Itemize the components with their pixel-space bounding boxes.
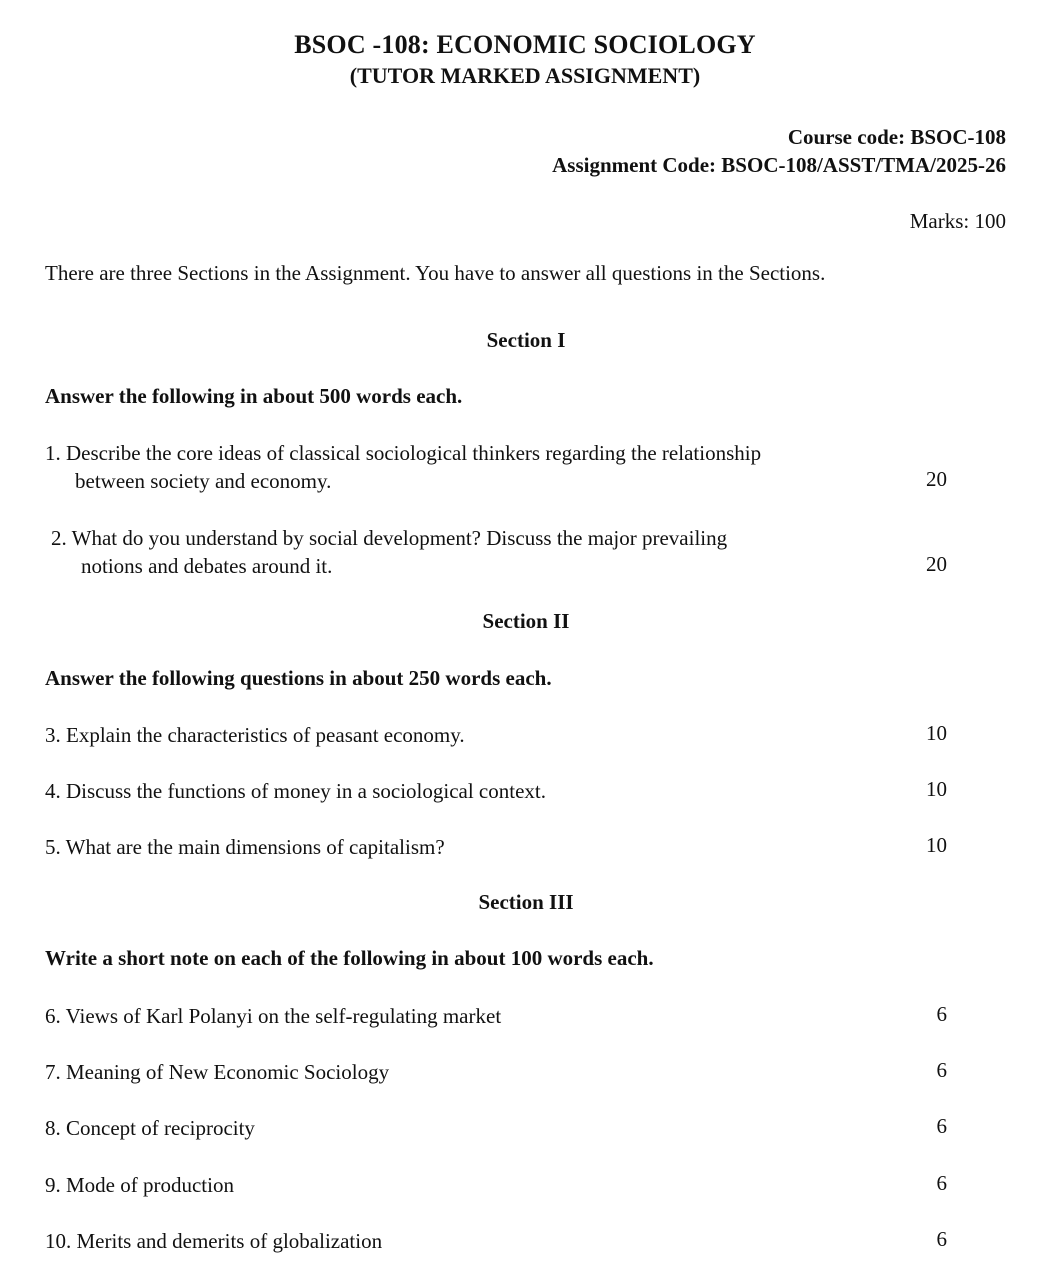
question-marks: 6	[936, 1114, 947, 1138]
question-marks: 6	[936, 1171, 947, 1195]
question-marks: 10	[926, 833, 947, 857]
question-text-continued: notions and debates around it.	[81, 554, 333, 578]
section-instruction: Answer the following in about 500 words each.	[45, 384, 463, 408]
question-text: 6. Views of Karl Polanyi on the self-regulating market	[45, 1004, 502, 1028]
question-marks: 10	[926, 777, 947, 801]
question-marks: 6	[936, 1058, 947, 1082]
question-item	[51, 524, 727, 580]
intro-text: There are three Sections in the Assignment. You have to answer all questions in the Sections.	[45, 261, 826, 285]
question-marks: 10	[926, 721, 947, 745]
section-instruction: Answer the following questions in about 250 words each.	[45, 666, 552, 690]
section-heading: Section II	[482, 609, 570, 633]
question-text: 1. Describe the core ideas of classical sociological thinkers regarding the relationship	[45, 441, 762, 465]
course-code: Course code: BSOC-108	[787, 125, 1006, 149]
question-text: 5. What are the main dimensions of capitalism?	[45, 835, 445, 859]
question-text-continued: between society and economy.	[75, 469, 332, 493]
document-subtitle: (TUTOR MARKED ASSIGNMENT)	[349, 63, 701, 88]
question-marks: 20	[926, 467, 947, 491]
question-text: 4. Discuss the functions of money in a sociological context.	[45, 779, 546, 803]
question-text: 7. Meaning of New Economic Sociology	[45, 1060, 390, 1084]
document-title: BSOC -108: ECONOMIC SOCIOLOGY	[294, 30, 756, 59]
question-text: 8. Concept of reciprocity	[45, 1116, 255, 1140]
question-marks: 20	[926, 552, 947, 576]
question-text: 10. Merits and demerits of globalization	[45, 1229, 383, 1253]
section-heading: Section III	[478, 890, 574, 914]
question-text: 9. Mode of production	[45, 1173, 234, 1197]
section-instruction: Write a short note on each of the following in about 100 words each.	[45, 946, 654, 970]
question-text: 3. Explain the characteristics of peasant economy.	[45, 723, 465, 747]
question-marks: 6	[936, 1002, 947, 1026]
question-marks: 6	[936, 1227, 947, 1251]
assignment-code: Assignment Code: BSOC-108/ASST/TMA/2025-26	[552, 153, 1006, 177]
total-marks: Marks: 100	[909, 209, 1006, 233]
question-text: 2. What do you understand by social development? Discuss the major prevailing	[51, 526, 728, 550]
question-item	[45, 439, 761, 495]
section-heading: Section I	[486, 328, 566, 352]
